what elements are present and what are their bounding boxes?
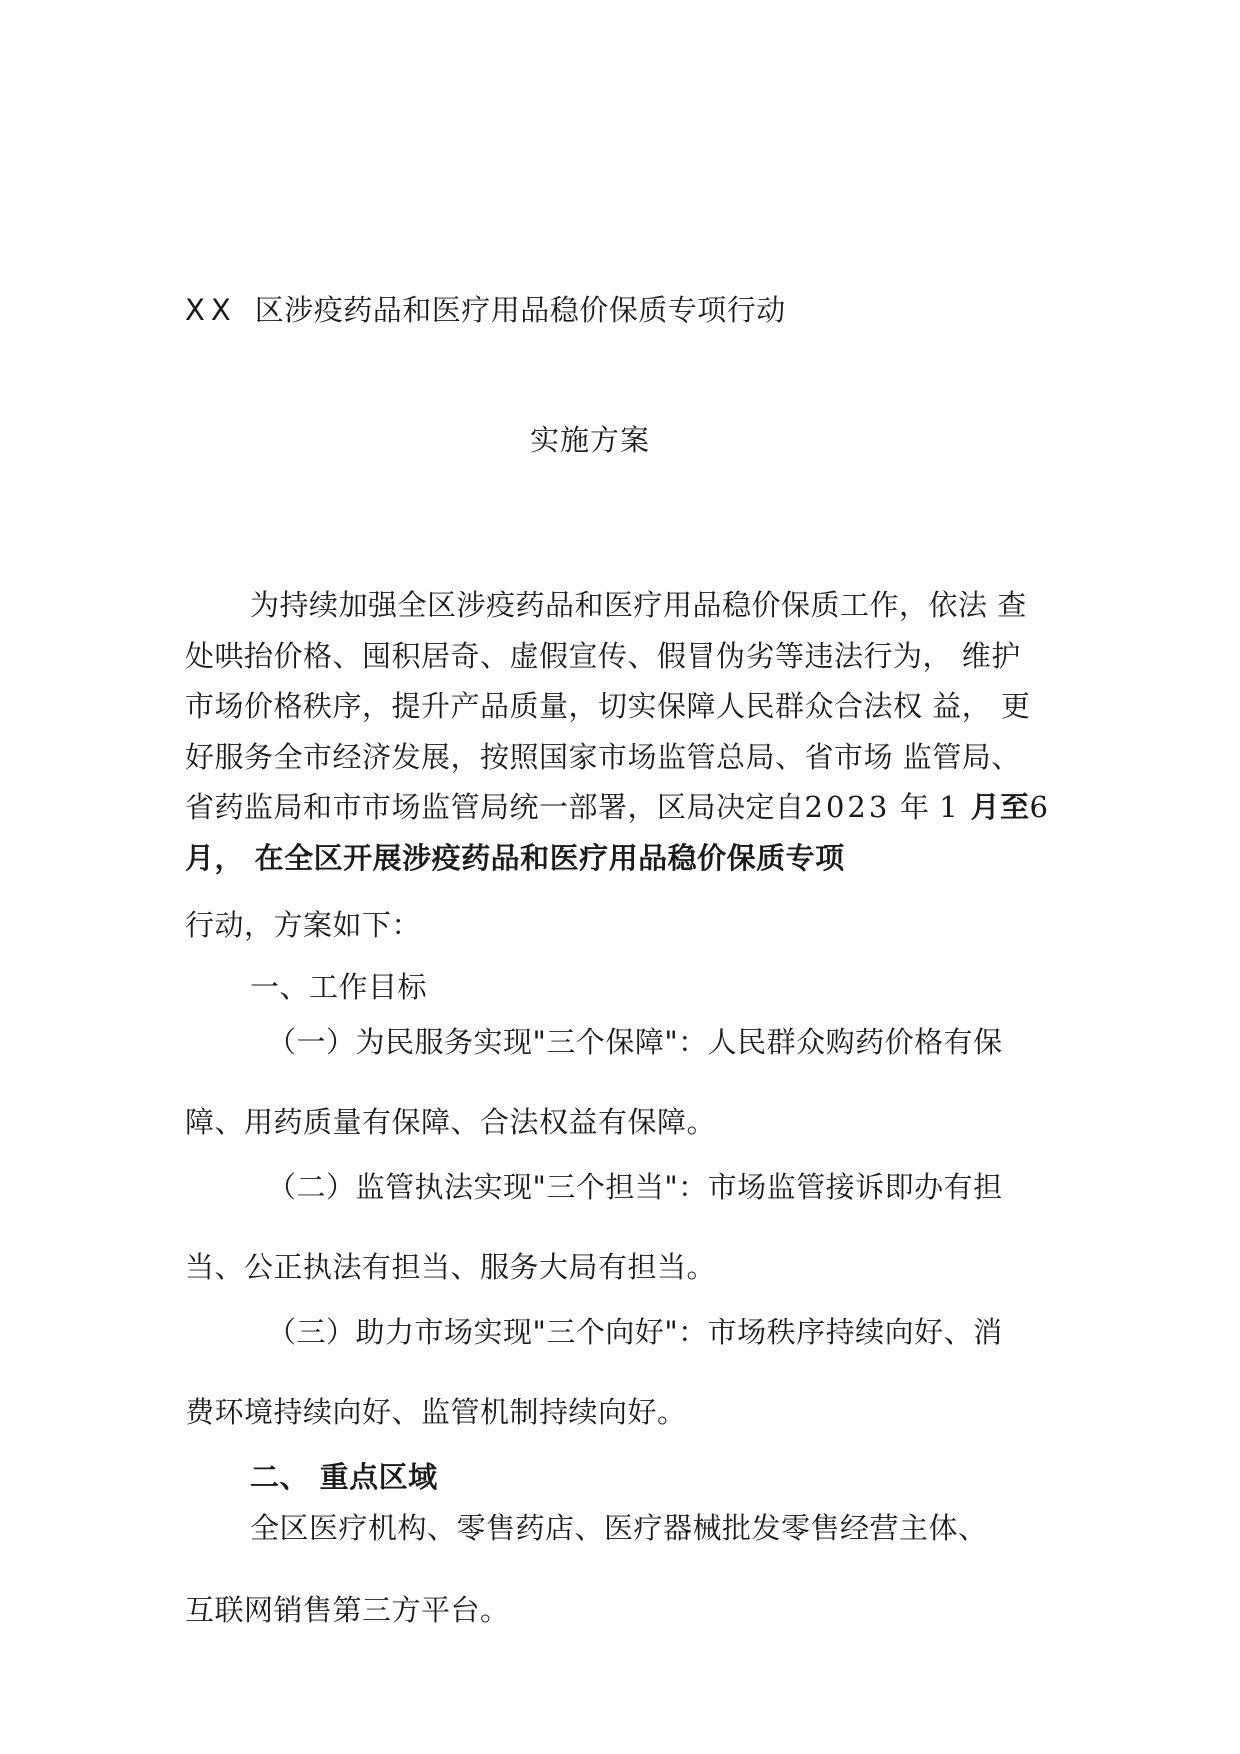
intro-line-5 [185,787,1051,827]
intro-line-7: 行动，方案如下： [185,908,422,942]
section2-heading: 二、 重点区域 [250,1460,438,1494]
section1-item1-line1: （一）为民服务实现"三个保障"：人民群众购药价格有保 [267,1025,1003,1059]
intro-line-4: 好服务全市经济发展，按照国家市场监管总局、省市场 监管局、 [185,740,1021,774]
section1-item3-line1: （三）助力市场实现"三个向好"：市场秩序持续向好、消 [267,1315,1003,1349]
title-text: 区涉疫药品和医疗用品稳价保质专项行动 [254,293,786,327]
intro-line-5-text: 省药监局和市市场监管局统一部署，区局决定自 [185,790,805,824]
intro-line-6: 月， 在全区开展涉疫药品和医疗用品稳价保质专项 [185,841,845,875]
document-title-line1 [185,290,786,330]
section1-item3-line2: 费环境持续向好、监管机制持续向好。 [185,1395,687,1429]
section1-heading: 一、工作目标 [250,970,428,1004]
document-title-line2: 实施方案 [530,423,651,457]
intro-month-unit: 月至 [970,790,1030,824]
intro-month-start: 1 [939,790,961,824]
intro-line-1: 为持续加强全区涉疫药品和医疗用品稳价保质工作，依法 查 [250,588,1027,622]
intro-year-unit: 年 [900,790,930,824]
title-prefix: XX [185,293,237,327]
section1-item2-line2: 当、公正执法有担当、服务大局有担当。 [185,1250,717,1284]
intro-month-end: 6 [1029,790,1051,824]
intro-line-3: 市场价格秩序，提升产品质量，切实保障人民群众合法权 益， 更 [185,689,1031,723]
intro-year: 2023 [804,790,891,824]
section2-body-line1: 全区医疗机构、零售药店、医疗器械批发零售经营主体、 [250,1511,988,1545]
section1-item2-line1: （二）监管执法实现"三个担当"：市场监管接诉即办有担 [267,1170,1003,1204]
intro-line-2: 处哄抬价格、囤积居奇、虚假宣传、假冒伪劣等违法行为， 维护 [185,639,1021,673]
section2-body-line2: 互联网销售第三方平台。 [185,1593,510,1627]
section1-item1-line2: 障、用药质量有保障、合法权益有保障。 [185,1105,717,1139]
